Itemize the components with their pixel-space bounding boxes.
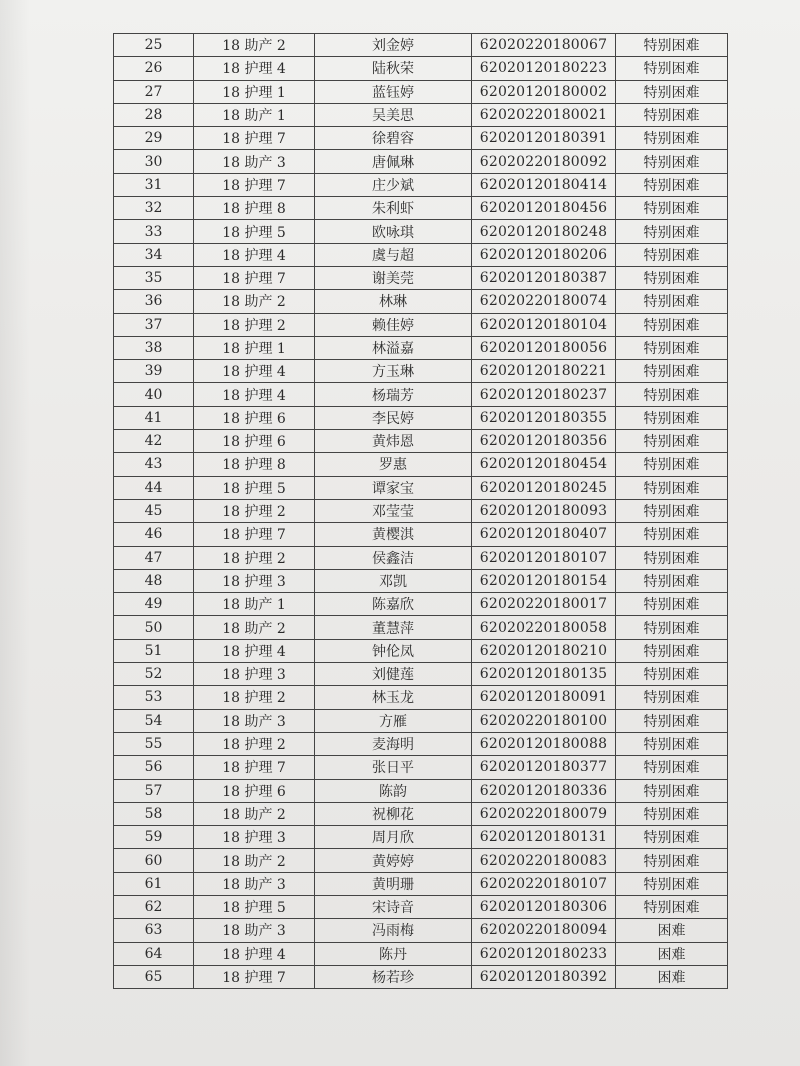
- difficulty-level: 特别困难: [616, 616, 728, 639]
- class-name: 18 助产 2: [194, 616, 315, 639]
- table-row: [114, 826, 728, 849]
- difficulty-level: 特别困难: [616, 872, 728, 895]
- row-number: 27: [114, 80, 194, 103]
- student-id: 62020120180245: [472, 476, 616, 499]
- row-number: 65: [114, 965, 194, 988]
- class-name: 18 助产 2: [194, 34, 315, 57]
- difficulty-level: 特别困难: [616, 639, 728, 662]
- class-name: 18 助产 3: [194, 919, 315, 942]
- student-id: 62020120180221: [472, 360, 616, 383]
- student-name: 虞与超: [315, 243, 472, 266]
- class-name: 18 护理 2: [194, 686, 315, 709]
- student-table: [113, 33, 728, 989]
- student-name: 黄樱淇: [315, 523, 472, 546]
- student-name: 庄少斌: [315, 173, 472, 196]
- difficulty-level: 特别困难: [616, 663, 728, 686]
- row-number: 37: [114, 313, 194, 336]
- difficulty-level: 特别困难: [616, 127, 728, 150]
- student-name: 黄炜恩: [315, 430, 472, 453]
- table-row: [114, 569, 728, 592]
- table-row: [114, 965, 728, 988]
- row-number: 56: [114, 756, 194, 779]
- row-number: 43: [114, 453, 194, 476]
- class-name: 18 护理 4: [194, 383, 315, 406]
- row-number: 54: [114, 709, 194, 732]
- student-name: 陆秋荣: [315, 57, 472, 80]
- student-name: 宋诗音: [315, 895, 472, 918]
- student-name: 方玉琳: [315, 360, 472, 383]
- class-name: 18 助产 2: [194, 290, 315, 313]
- row-number: 30: [114, 150, 194, 173]
- student-id: 62020120180091: [472, 686, 616, 709]
- class-name: 18 护理 1: [194, 80, 315, 103]
- student-name: 谢美莞: [315, 266, 472, 289]
- difficulty-level: 特别困难: [616, 80, 728, 103]
- difficulty-level: 特别困难: [616, 360, 728, 383]
- table-row: [114, 103, 728, 126]
- difficulty-level: 特别困难: [616, 476, 728, 499]
- student-name: 林玉龙: [315, 686, 472, 709]
- student-id: 62020120180135: [472, 663, 616, 686]
- class-name: 18 护理 6: [194, 430, 315, 453]
- row-number: 52: [114, 663, 194, 686]
- row-number: 50: [114, 616, 194, 639]
- table-row: [114, 243, 728, 266]
- difficulty-level: 特别困难: [616, 499, 728, 522]
- student-name: 赖佳婷: [315, 313, 472, 336]
- student-name: 冯雨梅: [315, 919, 472, 942]
- row-number: 45: [114, 499, 194, 522]
- difficulty-level: 特别困难: [616, 709, 728, 732]
- student-id: 62020220180083: [472, 849, 616, 872]
- table-row: [114, 616, 728, 639]
- table-row: [114, 266, 728, 289]
- student-id: 62020120180377: [472, 756, 616, 779]
- class-name: 18 护理 1: [194, 336, 315, 359]
- difficulty-level: 特别困难: [616, 802, 728, 825]
- student-name: 杨若珍: [315, 965, 472, 988]
- student-name: 刘金婷: [315, 34, 472, 57]
- difficulty-level: 困难: [616, 919, 728, 942]
- student-name: 黄明珊: [315, 872, 472, 895]
- row-number: 28: [114, 103, 194, 126]
- table-row: [114, 849, 728, 872]
- student-id: 62020120180210: [472, 639, 616, 662]
- table-row: [114, 127, 728, 150]
- row-number: 41: [114, 406, 194, 429]
- table-row: [114, 593, 728, 616]
- row-number: 42: [114, 430, 194, 453]
- student-name: 黄婷婷: [315, 849, 472, 872]
- student-id: 62020120180002: [472, 80, 616, 103]
- student-id: 62020120180248: [472, 220, 616, 243]
- table-row: [114, 779, 728, 802]
- difficulty-level: 特别困难: [616, 173, 728, 196]
- table-row: [114, 942, 728, 965]
- difficulty-level: 特别困难: [616, 150, 728, 173]
- row-number: 47: [114, 546, 194, 569]
- student-id: 62020120180414: [472, 173, 616, 196]
- student-name: 周月欣: [315, 826, 472, 849]
- student-id: 62020120180088: [472, 732, 616, 755]
- class-name: 18 护理 5: [194, 895, 315, 918]
- student-name: 杨瑞芳: [315, 383, 472, 406]
- student-id: 62020120180206: [472, 243, 616, 266]
- class-name: 18 护理 3: [194, 826, 315, 849]
- class-name: 18 助产 2: [194, 849, 315, 872]
- difficulty-level: 特别困难: [616, 34, 728, 57]
- class-name: 18 护理 6: [194, 406, 315, 429]
- student-id: 62020220180107: [472, 872, 616, 895]
- difficulty-level: 特别困难: [616, 57, 728, 80]
- student-name: 方雁: [315, 709, 472, 732]
- difficulty-level: 特别困难: [616, 336, 728, 359]
- class-name: 18 护理 6: [194, 779, 315, 802]
- difficulty-level: 特别困难: [616, 756, 728, 779]
- difficulty-level: 特别困难: [616, 826, 728, 849]
- student-name: 唐佩琳: [315, 150, 472, 173]
- table-row: [114, 197, 728, 220]
- student-id: 62020220180017: [472, 593, 616, 616]
- student-id: 62020220180079: [472, 802, 616, 825]
- difficulty-level: 特别困难: [616, 546, 728, 569]
- row-number: 25: [114, 34, 194, 57]
- row-number: 40: [114, 383, 194, 406]
- student-id: 62020120180356: [472, 430, 616, 453]
- table-row: [114, 383, 728, 406]
- class-name: 18 护理 7: [194, 523, 315, 546]
- difficulty-level: 特别困难: [616, 593, 728, 616]
- row-number: 31: [114, 173, 194, 196]
- class-name: 18 护理 2: [194, 499, 315, 522]
- student-id: 62020120180093: [472, 499, 616, 522]
- table-row: [114, 336, 728, 359]
- student-name: 刘健莲: [315, 663, 472, 686]
- row-number: 32: [114, 197, 194, 220]
- student-name: 蓝钰婷: [315, 80, 472, 103]
- difficulty-level: 特别困难: [616, 313, 728, 336]
- class-name: 18 护理 4: [194, 243, 315, 266]
- student-id: 62020120180154: [472, 569, 616, 592]
- class-name: 18 护理 7: [194, 965, 315, 988]
- table-row: [114, 57, 728, 80]
- student-id: 62020120180391: [472, 127, 616, 150]
- class-name: 18 护理 7: [194, 127, 315, 150]
- student-name: 吴美思: [315, 103, 472, 126]
- class-name: 18 助产 3: [194, 150, 315, 173]
- difficulty-level: 特别困难: [616, 569, 728, 592]
- table-row: [114, 546, 728, 569]
- row-number: 49: [114, 593, 194, 616]
- class-name: 18 护理 3: [194, 569, 315, 592]
- class-name: 18 护理 8: [194, 453, 315, 476]
- row-number: 46: [114, 523, 194, 546]
- student-id: 62020220180074: [472, 290, 616, 313]
- table-row: [114, 150, 728, 173]
- row-number: 51: [114, 639, 194, 662]
- student-name: 麦海明: [315, 732, 472, 755]
- difficulty-level: 特别困难: [616, 290, 728, 313]
- table-row: [114, 453, 728, 476]
- student-id: 62020220180092: [472, 150, 616, 173]
- student-name: 邓凯: [315, 569, 472, 592]
- difficulty-level: 困难: [616, 965, 728, 988]
- table-row: [114, 80, 728, 103]
- difficulty-level: 特别困难: [616, 266, 728, 289]
- student-id: 62020120180107: [472, 546, 616, 569]
- student-name: 谭家宝: [315, 476, 472, 499]
- student-name: 朱利虾: [315, 197, 472, 220]
- student-id: 62020120180056: [472, 336, 616, 359]
- table-row: [114, 313, 728, 336]
- row-number: 53: [114, 686, 194, 709]
- row-number: 61: [114, 872, 194, 895]
- table-row: [114, 290, 728, 313]
- student-name: 钟伦凤: [315, 639, 472, 662]
- table-row: [114, 919, 728, 942]
- difficulty-level: 特别困难: [616, 732, 728, 755]
- student-name: 林琳: [315, 290, 472, 313]
- page-shadow: [0, 0, 30, 1066]
- difficulty-level: 特别困难: [616, 430, 728, 453]
- student-id: 62020120180223: [472, 57, 616, 80]
- table-row: [114, 872, 728, 895]
- table-row: [114, 360, 728, 383]
- table-row: [114, 639, 728, 662]
- difficulty-level: 特别困难: [616, 779, 728, 802]
- row-number: 59: [114, 826, 194, 849]
- class-name: 18 助产 3: [194, 709, 315, 732]
- student-id: 62020220180058: [472, 616, 616, 639]
- difficulty-level: 特别困难: [616, 406, 728, 429]
- class-name: 18 护理 4: [194, 639, 315, 662]
- student-id: 62020120180131: [472, 826, 616, 849]
- class-name: 18 护理 7: [194, 173, 315, 196]
- table-row: [114, 476, 728, 499]
- row-number: 33: [114, 220, 194, 243]
- student-name: 欧咏琪: [315, 220, 472, 243]
- class-name: 18 护理 2: [194, 546, 315, 569]
- student-id: 62020220180067: [472, 34, 616, 57]
- student-id: 62020120180233: [472, 942, 616, 965]
- table-row: [114, 430, 728, 453]
- table-row: [114, 406, 728, 429]
- class-name: 18 护理 8: [194, 197, 315, 220]
- difficulty-level: 特别困难: [616, 103, 728, 126]
- table-row: [114, 709, 728, 732]
- difficulty-level: 特别困难: [616, 220, 728, 243]
- difficulty-level: 特别困难: [616, 243, 728, 266]
- table-row: [114, 34, 728, 57]
- class-name: 18 助产 1: [194, 103, 315, 126]
- row-number: 38: [114, 336, 194, 359]
- class-name: 18 护理 2: [194, 313, 315, 336]
- table-row: [114, 663, 728, 686]
- difficulty-level: 特别困难: [616, 895, 728, 918]
- student-name: 陈嘉欣: [315, 593, 472, 616]
- class-name: 18 护理 4: [194, 57, 315, 80]
- class-name: 18 护理 3: [194, 663, 315, 686]
- student-name: 张日平: [315, 756, 472, 779]
- student-id: 62020120180355: [472, 406, 616, 429]
- table-row: [114, 523, 728, 546]
- row-number: 39: [114, 360, 194, 383]
- student-id: 62020120180407: [472, 523, 616, 546]
- student-name: 陈韵: [315, 779, 472, 802]
- student-id: 62020120180387: [472, 266, 616, 289]
- row-number: 64: [114, 942, 194, 965]
- class-name: 18 护理 2: [194, 732, 315, 755]
- row-number: 57: [114, 779, 194, 802]
- table-row: [114, 732, 728, 755]
- difficulty-level: 特别困难: [616, 523, 728, 546]
- table-row: [114, 756, 728, 779]
- student-id: 62020120180336: [472, 779, 616, 802]
- table-row: [114, 173, 728, 196]
- student-name: 侯鑫洁: [315, 546, 472, 569]
- row-number: 63: [114, 919, 194, 942]
- class-name: 18 护理 5: [194, 476, 315, 499]
- student-id: 62020220180094: [472, 919, 616, 942]
- table-row: [114, 802, 728, 825]
- student-name: 罗惠: [315, 453, 472, 476]
- student-id: 62020220180100: [472, 709, 616, 732]
- student-name: 林溢嘉: [315, 336, 472, 359]
- row-number: 26: [114, 57, 194, 80]
- row-number: 48: [114, 569, 194, 592]
- student-id: 62020120180104: [472, 313, 616, 336]
- row-number: 62: [114, 895, 194, 918]
- class-name: 18 护理 7: [194, 266, 315, 289]
- difficulty-level: 特别困难: [616, 849, 728, 872]
- row-number: 60: [114, 849, 194, 872]
- row-number: 29: [114, 127, 194, 150]
- table-body: [114, 34, 728, 989]
- row-number: 58: [114, 802, 194, 825]
- student-id: 62020220180021: [472, 103, 616, 126]
- student-name: 陈丹: [315, 942, 472, 965]
- class-name: 18 护理 4: [194, 942, 315, 965]
- row-number: 35: [114, 266, 194, 289]
- table-row: [114, 220, 728, 243]
- student-id: 62020120180456: [472, 197, 616, 220]
- student-id: 62020120180306: [472, 895, 616, 918]
- student-id: 62020120180237: [472, 383, 616, 406]
- row-number: 34: [114, 243, 194, 266]
- class-name: 18 助产 3: [194, 872, 315, 895]
- class-name: 18 护理 4: [194, 360, 315, 383]
- student-name: 董慧萍: [315, 616, 472, 639]
- difficulty-level: 特别困难: [616, 197, 728, 220]
- row-number: 44: [114, 476, 194, 499]
- difficulty-level: 特别困难: [616, 383, 728, 406]
- table-row: [114, 499, 728, 522]
- table-row: [114, 895, 728, 918]
- difficulty-level: 特别困难: [616, 686, 728, 709]
- difficulty-level: 困难: [616, 942, 728, 965]
- student-name: 祝柳花: [315, 802, 472, 825]
- student-name: 李民婷: [315, 406, 472, 429]
- class-name: 18 助产 1: [194, 593, 315, 616]
- class-name: 18 护理 5: [194, 220, 315, 243]
- row-number: 55: [114, 732, 194, 755]
- class-name: 18 护理 7: [194, 756, 315, 779]
- class-name: 18 助产 2: [194, 802, 315, 825]
- row-number: 36: [114, 290, 194, 313]
- table-row: [114, 686, 728, 709]
- student-name: 徐碧容: [315, 127, 472, 150]
- difficulty-level: 特别困难: [616, 453, 728, 476]
- student-id: 62020120180454: [472, 453, 616, 476]
- student-id: 62020120180392: [472, 965, 616, 988]
- student-name: 邓莹莹: [315, 499, 472, 522]
